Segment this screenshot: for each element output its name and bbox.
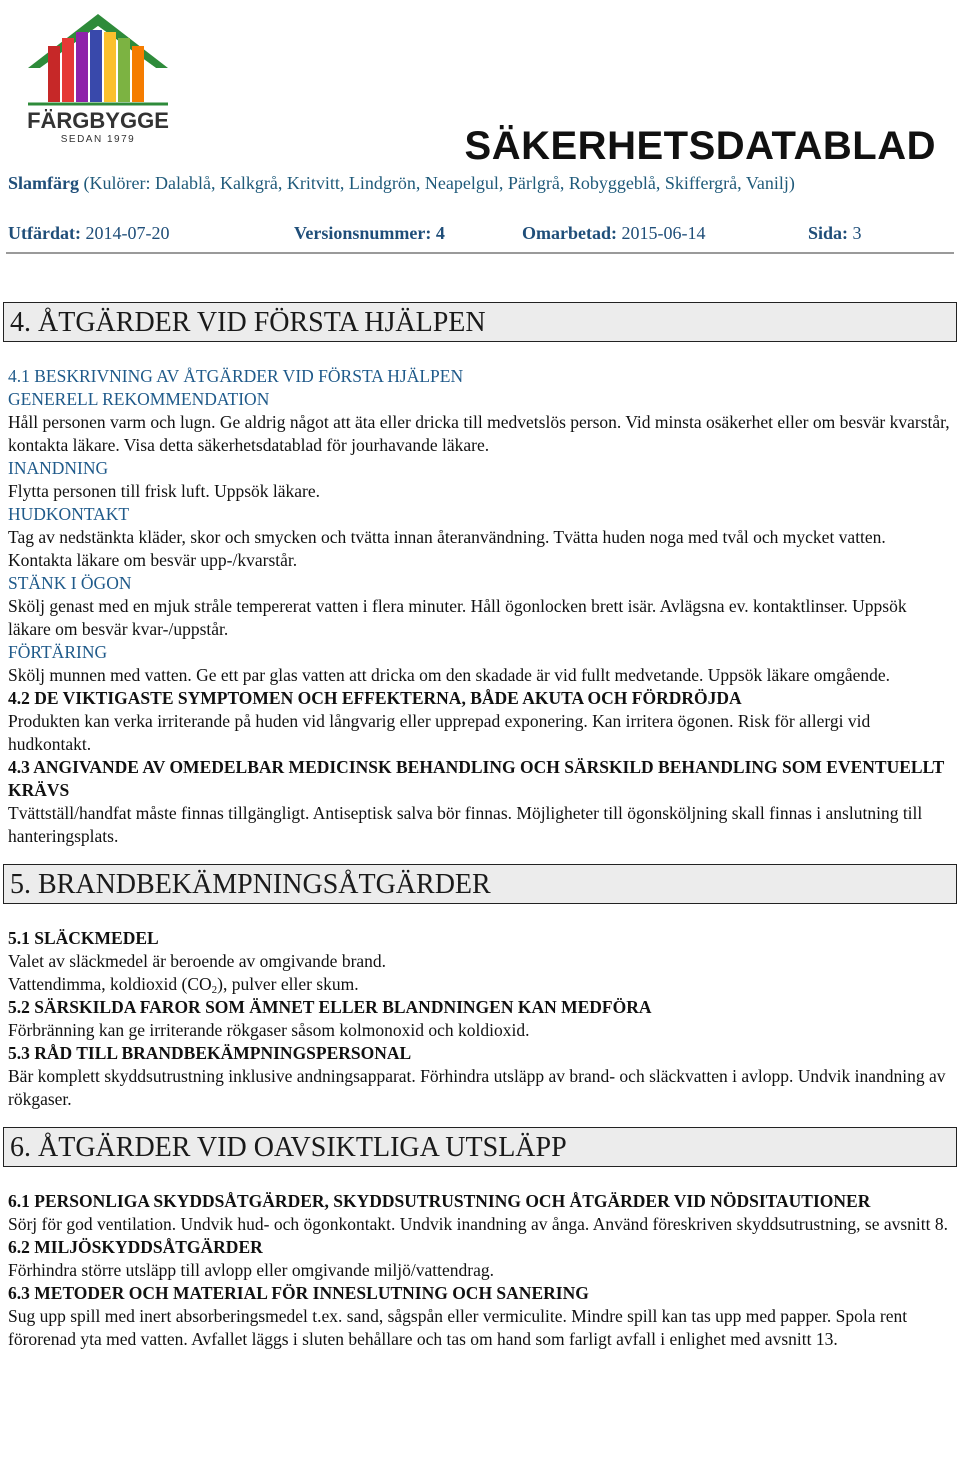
subheading-5-2: 5.2 SÄRSKILDA FAROR SOM ÄMNET ELLER BLANDNINGEN KAN MEDFÖRA bbox=[8, 997, 652, 1017]
medical-treatment-text: Tvättställ/handfat måste finnas tillgängligt. Antiseptisk salva bör finnas. Möjligheter till ögonsköljning skall finnas i anslutning till hanteringsplats. bbox=[8, 803, 923, 846]
subheading-6-3: 6.3 METODER OCH MATERIAL FÖR INNESLUTNING OCH SANERING bbox=[8, 1283, 589, 1303]
inhalation-text: Flytta personen till frisk luft. Uppsök läkare. bbox=[8, 481, 321, 501]
house-rainbow-logo-icon bbox=[6, 6, 188, 146]
product-name: Slamfärg bbox=[8, 173, 79, 193]
skin-text: Tag av nedstänkta kläder, skor och smycken och tvätta innan återanvändning. Tvätta huden noga med tvål och mycket vatten. Kontakta läkare om besvär upp-/kvarstår. bbox=[8, 527, 886, 570]
subheading-4-2: 4.2 DE VIKTIGASTE SYMPTOMEN OCH EFFEKTERNA, BÅDE AKUTA OCH FÖRDRÖJDA bbox=[8, 688, 742, 708]
subheading-skin: HUDKONTAKT bbox=[8, 504, 130, 524]
co2-subscript: 2 bbox=[211, 984, 218, 996]
subheading-4-1: 4.1 BESKRIVNING AV ÅTGÄRDER VID FÖRSTA HJÄLPEN bbox=[8, 366, 464, 386]
subheading-eye: STÄNK I ÖGON bbox=[8, 573, 132, 593]
special-hazards-text: Förbränning kan ge irriterande rökgaser såsom kolmonoxid och koldioxid. bbox=[8, 1020, 530, 1040]
section-6-heading: 6. ÅTGÄRDER VID OAVSIKTLIGA UTSLÄPP bbox=[3, 1127, 957, 1167]
issued-label: Utfärdat: bbox=[8, 223, 81, 243]
header-divider bbox=[6, 252, 954, 254]
extinguishing-text-2-post: ), pulver eller skum. bbox=[217, 974, 359, 994]
logo-tagline-text: SEDAN 1979 bbox=[60, 134, 136, 145]
logo-brand-text: FÄRGBYGGE bbox=[27, 108, 169, 133]
firefighter-advice-text: Bär komplett skyddsutrustning inklusive andningsapparat. Förhindra utsläpp av brand- och släckvatten i avlopp. Undvik inandning av rökgaser. bbox=[8, 1066, 946, 1109]
revised-label: Omarbetad: bbox=[522, 223, 617, 243]
page-value: 3 bbox=[852, 223, 862, 243]
version-label: Versionsnummer: bbox=[294, 223, 432, 243]
revised-field bbox=[522, 220, 705, 246]
issued-value: 2014-07-20 bbox=[85, 223, 170, 243]
revised-value: 2015-06-14 bbox=[621, 223, 706, 243]
ingestion-text: Skölj munnen med vatten. Ge ett par glas vatten att dricka om den skadade är vid fullt medvetande. Uppsök läkare omgående. bbox=[8, 665, 891, 685]
version-field bbox=[294, 220, 445, 246]
section-4-heading: 4. ÅTGÄRDER VID FÖRSTA HJÄLPEN bbox=[3, 302, 957, 342]
subheading-inhalation: INANDNING bbox=[8, 458, 109, 478]
subheading-ingestion: FÖRTÄRING bbox=[8, 642, 108, 662]
document-body bbox=[0, 302, 960, 1351]
version-value: 4 bbox=[435, 223, 445, 243]
page-field bbox=[808, 220, 862, 246]
issued-field bbox=[8, 220, 169, 246]
section-6-body bbox=[0, 1190, 960, 1351]
product-line bbox=[8, 170, 952, 196]
section-4-body bbox=[0, 365, 960, 848]
extinguishing-text-2 bbox=[8, 973, 952, 996]
subheading-5-3: 5.3 RÅD TILL BRANDBEKÄMPNINGSPERSONAL bbox=[8, 1043, 412, 1063]
subheading-6-2: 6.2 MILJÖSKYDDSÅTGÄRDER bbox=[8, 1237, 263, 1257]
containment-text: Sug upp spill med inert absorberingsmedel t.ex. sand, sågspån eller vermiculite. Mindre spill kan tas upp med papper. Spola rent förorenad yta med vatten. Avfallet läggs i sluten behållare och tas om hand som farligt avfall i enlighet med avsnitt 13. bbox=[8, 1306, 908, 1349]
subheading-6-1: 6.1 PERSONLIGA SKYDDSÅTGÄRDER, SKYDDSUTRUSTNING OCH ÅTGÄRDER VID NÖDSITAUTIONER bbox=[8, 1191, 871, 1211]
general-text: Håll personen varm och lugn. Ge aldrig något att äta eller dricka till medvetslös person. Vid minsta osäkerhet eller om besvär kvarstår, kontakta läkare. Visa detta säkerhetsdatablad för jourhavande läkare. bbox=[8, 412, 950, 455]
eye-text: Skölj genast med en mjuk stråle tempererat vatten i flera minuter. Håll ögonlocken brett isär. Avlägsna ev. kontaktlinser. Uppsök läkare om besvär kvar-/uppstår. bbox=[8, 596, 907, 639]
extinguishing-text-2-pre: Vattendimma, koldioxid (CO bbox=[8, 974, 212, 994]
product-colors: (Kulörer: Dalablå, Kalkgrå, Kritvitt, Lindgrön, Neapelgul, Pärlgrå, Robyggeblå, Skiffergrå, Vanilj) bbox=[83, 173, 795, 193]
fargbygge-logo bbox=[6, 6, 188, 146]
environmental-precautions-text: Förhindra större utsläpp till avlopp eller omgivande miljö/vattendrag. bbox=[8, 1260, 495, 1280]
extinguishing-text-1: Valet av släckmedel är beroende av omgivande brand. bbox=[8, 951, 387, 971]
document-meta bbox=[8, 220, 952, 246]
page-label: Sida: bbox=[808, 223, 849, 243]
subheading-general: GENERELL REKOMMENDATION bbox=[8, 389, 270, 409]
symptoms-text: Produkten kan verka irriterande på huden vid långvarig eller upprepad exponering. Kan irritera ögonen. Risk för allergi vid hudkontakt. bbox=[8, 711, 871, 754]
document-title: SÄKERHETSDATABLAD bbox=[464, 124, 936, 168]
personal-precautions-text: Sörj för god ventilation. Undvik hud- och ögonkontakt. Undvik inandning av ånga. Använd föreskriven skyddsutrustning, se avsnitt 8. bbox=[8, 1214, 949, 1234]
subheading-5-1: 5.1 SLÄCKMEDEL bbox=[8, 928, 159, 948]
section-5-heading: 5. BRANDBEKÄMPNINGSÅTGÄRDER bbox=[3, 864, 957, 904]
subheading-4-3: 4.3 ANGIVANDE AV OMEDELBAR MEDICINSK BEHANDLING OCH SÄRSKILD BEHANDLING SOM EVENTUELLT KRÄVS bbox=[8, 757, 944, 800]
section-5-body bbox=[0, 927, 960, 1111]
